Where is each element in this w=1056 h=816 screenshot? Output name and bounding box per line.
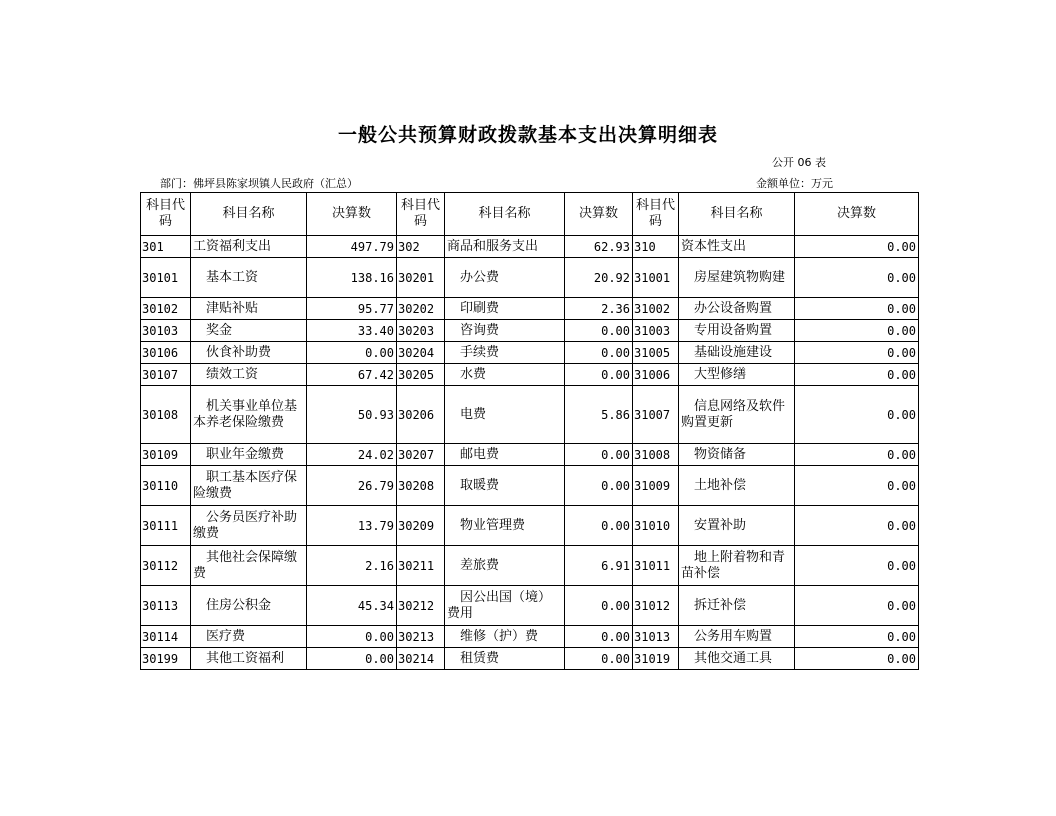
cell-code-3: 31005	[633, 342, 679, 364]
cell-code-2: 30201	[397, 258, 445, 298]
cell-name-2: 维修（护）费	[445, 626, 565, 648]
cell-name-2: 手续费	[445, 342, 565, 364]
cell-name-2: 印刷费	[445, 298, 565, 320]
cell-code-3: 31010	[633, 506, 679, 546]
cell-code-1: 30109	[141, 444, 191, 466]
cell-amount-2: 0.00	[565, 364, 633, 386]
cell-name-1: 绩效工资	[191, 364, 307, 386]
table-row	[141, 506, 919, 546]
cell-name-1: 职业年金缴费	[191, 444, 307, 466]
cell-amount-2: 20.92	[565, 258, 633, 298]
cell-code-2: 30205	[397, 364, 445, 386]
cell-name-2: 差旅费	[445, 546, 565, 586]
unit-label: 金额单位：万元	[756, 177, 833, 190]
cell-code-1: 30103	[141, 320, 191, 342]
cell-code-2: 30211	[397, 546, 445, 586]
cell-code-1: 30108	[141, 386, 191, 444]
table-row	[141, 626, 919, 648]
cell-amount-1: 138.16	[307, 258, 397, 298]
cell-code-2: 30206	[397, 386, 445, 444]
cell-name-3: 拆迁补偿	[679, 586, 795, 626]
cell-code-2: 30214	[397, 648, 445, 670]
cell-name-2: 水费	[445, 364, 565, 386]
cell-name-2: 因公出国（境）费用	[445, 586, 565, 626]
cell-amount-3: 0.00	[795, 258, 919, 298]
cell-code-3: 31006	[633, 364, 679, 386]
table-row	[141, 386, 919, 444]
cell-name-2: 邮电费	[445, 444, 565, 466]
cell-name-2: 取暖费	[445, 466, 565, 506]
cell-name-1: 伙食补助费	[191, 342, 307, 364]
cell-amount-3: 0.00	[795, 298, 919, 320]
cell-code-2: 30212	[397, 586, 445, 626]
cell-name-3: 公务用车购置	[679, 626, 795, 648]
cell-name-1: 基本工资	[191, 258, 307, 298]
cell-name-3: 信息网络及软件购置更新	[679, 386, 795, 444]
cell-name-1: 住房公积金	[191, 586, 307, 626]
cell-name-3: 安置补助	[679, 506, 795, 546]
cell-code-3: 310	[633, 236, 679, 258]
cell-code-3: 31008	[633, 444, 679, 466]
cell-code-2: 30213	[397, 626, 445, 648]
cell-name-2: 电费	[445, 386, 565, 444]
cell-amount-3: 0.00	[795, 364, 919, 386]
cell-amount-2: 0.00	[565, 342, 633, 364]
cell-code-1: 30110	[141, 466, 191, 506]
cell-name-3: 土地补偿	[679, 466, 795, 506]
cell-name-3: 大型修缮	[679, 364, 795, 386]
cell-code-1: 30107	[141, 364, 191, 386]
cell-amount-2: 6.91	[565, 546, 633, 586]
cell-code-1: 30113	[141, 586, 191, 626]
cell-code-1: 30106	[141, 342, 191, 364]
cell-code-2: 30209	[397, 506, 445, 546]
cell-amount-3: 0.00	[795, 648, 919, 670]
cell-code-2: 302	[397, 236, 445, 258]
cell-name-1: 其他社会保障缴费	[191, 546, 307, 586]
department-label: 部门：佛坪县陈家坝镇人民政府（汇总）	[160, 177, 358, 190]
cell-code-3: 31003	[633, 320, 679, 342]
cell-code-1: 30114	[141, 626, 191, 648]
cell-code-3: 31002	[633, 298, 679, 320]
cell-amount-1: 33.40	[307, 320, 397, 342]
cell-code-1: 30102	[141, 298, 191, 320]
cell-amount-3: 0.00	[795, 342, 919, 364]
header-name-2: 科目名称	[445, 193, 565, 236]
cell-name-3: 专用设备购置	[679, 320, 795, 342]
cell-amount-3: 0.00	[795, 546, 919, 586]
table-row	[141, 586, 919, 626]
cell-code-2: 30208	[397, 466, 445, 506]
cell-amount-1: 2.16	[307, 546, 397, 586]
cell-name-3: 办公设备购置	[679, 298, 795, 320]
cell-amount-2: 62.93	[565, 236, 633, 258]
cell-amount-2: 0.00	[565, 626, 633, 648]
cell-amount-3: 0.00	[795, 236, 919, 258]
cell-amount-2: 0.00	[565, 444, 633, 466]
header-amount-3: 决算数	[795, 193, 919, 236]
table-row	[141, 298, 919, 320]
cell-amount-3: 0.00	[795, 626, 919, 648]
header-amount-2: 决算数	[565, 193, 633, 236]
cell-code-1: 30111	[141, 506, 191, 546]
cell-amount-3: 0.00	[795, 586, 919, 626]
form-number: 公开 06 表	[772, 156, 826, 169]
cell-name-2: 办公费	[445, 258, 565, 298]
cell-amount-2: 0.00	[565, 506, 633, 546]
header-code-1: 科目代码	[141, 193, 191, 236]
cell-code-2: 30202	[397, 298, 445, 320]
cell-name-1: 医疗费	[191, 626, 307, 648]
cell-amount-2: 0.00	[565, 466, 633, 506]
table-row	[141, 342, 919, 364]
cell-amount-2: 0.00	[565, 648, 633, 670]
cell-name-1: 机关事业单位基本养老保险缴费	[191, 386, 307, 444]
cell-amount-1: 0.00	[307, 342, 397, 364]
cell-amount-1: 95.77	[307, 298, 397, 320]
header-code-3: 科目代码	[633, 193, 679, 236]
cell-amount-3: 0.00	[795, 444, 919, 466]
cell-code-3: 31001	[633, 258, 679, 298]
cell-name-1: 职工基本医疗保险缴费	[191, 466, 307, 506]
cell-amount-2: 0.00	[565, 586, 633, 626]
cell-name-2: 租赁费	[445, 648, 565, 670]
cell-amount-1: 497.79	[307, 236, 397, 258]
header-name-1: 科目名称	[191, 193, 307, 236]
table-row	[141, 320, 919, 342]
cell-code-3: 31011	[633, 546, 679, 586]
cell-name-3: 房屋建筑物购建	[679, 258, 795, 298]
cell-name-3: 其他交通工具	[679, 648, 795, 670]
cell-name-1: 奖金	[191, 320, 307, 342]
cell-name-3: 资本性支出	[679, 236, 795, 258]
cell-name-1: 公务员医疗补助缴费	[191, 506, 307, 546]
table-row	[141, 258, 919, 298]
table-row	[141, 444, 919, 466]
table-row	[141, 236, 919, 258]
cell-amount-3: 0.00	[795, 386, 919, 444]
cell-amount-1: 45.34	[307, 586, 397, 626]
page-title: 一般公共预算财政拨款基本支出决算明细表	[337, 124, 718, 146]
cell-name-2: 咨询费	[445, 320, 565, 342]
cell-code-2: 30203	[397, 320, 445, 342]
cell-code-3: 31019	[633, 648, 679, 670]
cell-code-3: 31013	[633, 626, 679, 648]
cell-amount-3: 0.00	[795, 506, 919, 546]
cell-name-3: 物资储备	[679, 444, 795, 466]
cell-code-1: 301	[141, 236, 191, 258]
cell-code-1: 30199	[141, 648, 191, 670]
cell-name-2: 商品和服务支出	[445, 236, 565, 258]
cell-name-1: 工资福利支出	[191, 236, 307, 258]
cell-amount-2: 5.86	[565, 386, 633, 444]
cell-code-3: 31012	[633, 586, 679, 626]
cell-amount-1: 26.79	[307, 466, 397, 506]
cell-name-3: 地上附着物和青苗补偿	[679, 546, 795, 586]
table-row	[141, 648, 919, 670]
cell-name-2: 物业管理费	[445, 506, 565, 546]
header-row	[141, 193, 919, 236]
cell-amount-1: 0.00	[307, 648, 397, 670]
cell-name-1: 其他工资福利	[191, 648, 307, 670]
cell-amount-1: 24.02	[307, 444, 397, 466]
cell-code-1: 30112	[141, 546, 191, 586]
cell-code-2: 30207	[397, 444, 445, 466]
table-row	[141, 466, 919, 506]
table-row	[141, 546, 919, 586]
cell-code-3: 31007	[633, 386, 679, 444]
cell-code-2: 30204	[397, 342, 445, 364]
cell-amount-3: 0.00	[795, 320, 919, 342]
cell-name-1: 津贴补贴	[191, 298, 307, 320]
expenditure-table	[140, 192, 919, 670]
cell-amount-1: 67.42	[307, 364, 397, 386]
cell-amount-2: 0.00	[565, 320, 633, 342]
table-row	[141, 364, 919, 386]
cell-amount-1: 13.79	[307, 506, 397, 546]
cell-name-3: 基础设施建设	[679, 342, 795, 364]
cell-code-3: 31009	[633, 466, 679, 506]
cell-amount-3: 0.00	[795, 466, 919, 506]
header-amount-1: 决算数	[307, 193, 397, 236]
cell-amount-1: 0.00	[307, 626, 397, 648]
header-code-2: 科目代码	[397, 193, 445, 236]
header-name-3: 科目名称	[679, 193, 795, 236]
cell-code-1: 30101	[141, 258, 191, 298]
cell-amount-2: 2.36	[565, 298, 633, 320]
cell-amount-1: 50.93	[307, 386, 397, 444]
